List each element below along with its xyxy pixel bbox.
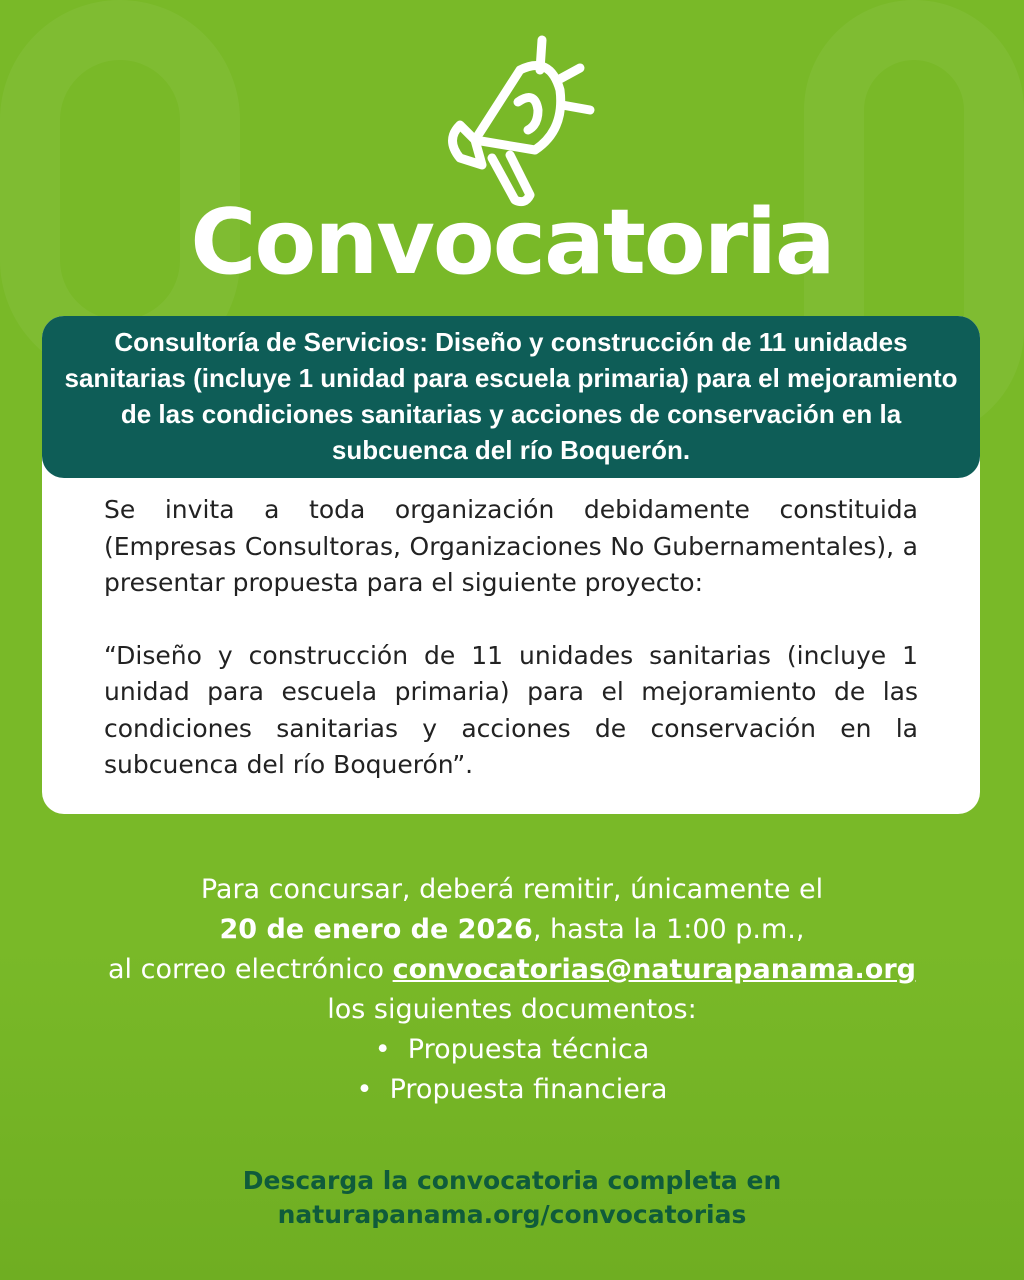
email-label: al correo electrónico [108, 954, 393, 985]
announcement-card [42, 316, 980, 814]
footer-link[interactable]: naturapanama.org/convocatorias [277, 1200, 747, 1229]
deadline-line [0, 910, 1024, 950]
instructions [0, 870, 1024, 1110]
footer-text: Descarga la convocatoria completa en [242, 1166, 782, 1195]
email-line [0, 950, 1024, 990]
project-quote: “Diseño y construcción de 11 unidades sanitarias (incluye 1 unidad para escuela primaria) para el mejoramiento de las condiciones sanitarias y acciones de conservación en la subcuenca del río Boquerón”. [104, 640, 918, 779]
document-item: • Propuesta financiera [356, 1074, 668, 1105]
email-link[interactable]: convocatorias@naturapanama.org [392, 954, 916, 985]
deadline-time: , hasta la 1:00 p.m., [532, 914, 805, 945]
document-item-label: Propuesta técnica [407, 1034, 650, 1065]
deadline-date: 20 de enero de 2026 [219, 914, 533, 945]
card-body [42, 478, 980, 784]
instructions-line: Para concursar, deberá remitir, únicamente el [200, 874, 824, 905]
project-title: Consultoría de Servicios: Diseño y construcción de 11 unidades sanitarias (incluye 1 unidad para escuela primaria) para el mejoramiento de las condiciones sanitarias y acciones de conservación en la subcuenca del río Boquerón. [42, 316, 980, 478]
document-item: • Propuesta técnica [374, 1034, 650, 1065]
megaphone-icon [420, 30, 610, 210]
document-item-label: Propuesta financiera [389, 1074, 668, 1105]
page-title: Convocatoria [190, 190, 834, 295]
invitation-text: Se invita a toda organización debidamente constituida (Empresas Consultoras, Organizaciones No Gubernamentales), a presentar propuesta para el siguiente proyecto: [104, 495, 918, 597]
footer [0, 1164, 1024, 1232]
documents-label: los siguientes documentos: [327, 994, 697, 1025]
